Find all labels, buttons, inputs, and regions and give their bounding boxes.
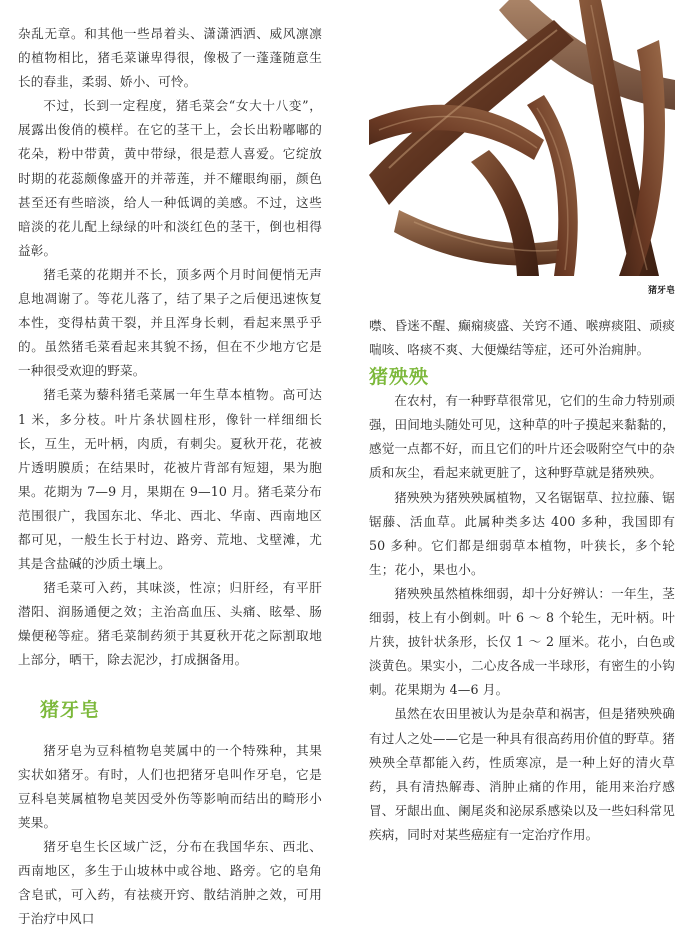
body-paragraph: 猪毛菜可入药，其味淡，性凉；归肝经，有平肝潜阳、润肠通便之效；主治高血压、头痛、眩晕、肠燥便秘等症。猪毛菜制药须于其夏秋开花之际割取地上部分，晒干，除去泥沙，打成捆备用。	[18, 580, 322, 668]
body-paragraph: 猪牙皂为豆科植物皂荚属中的一个特殊种，其果实状如猪牙。有时，人们也把猪牙皂叫作牙皂，它是豆科皂荚属植物皂荚因受外伤等影响而结出的畸形小荚果。	[18, 742, 322, 830]
body-paragraph: 杂乱无章。和其他一些昂着头、潇潇洒洒、威风凛凛的植物相比，猪毛菜谦卑得很，像极了一蓬蓬随意生长的春韭，柔弱、娇小、可怜。	[18, 26, 322, 90]
body-paragraph: 虽然在农田里被认为是杂草和祸害，但是猪殃殃确有过人之处——它是一种具有很高药用价值的野草。猪殃殃全草都能入药，性质寒凉，是一种上好的清火草药，具有清热解毒、消肿止痛的作用，能用来治疗感冒、牙龈出血、阑尾炎和泌尿系感染以及一些妇科常见疾病，同时对某些癌症有一定治疗作用。	[369, 706, 675, 842]
body-paragraph: 猪毛菜的花期并不长，顶多两个月时间便悄无声息地凋谢了。等花儿落了，结了果子之后便迅速恢复本性，变得枯黄干裂，并且浑身长刺，看起来黑乎乎的。虽然猪毛菜看起来其貌不扬，但在不少地方它是一种很受欢迎的野菜。	[18, 266, 322, 379]
body-paragraph: 在农村，有一种野草很常见，它们的生命力特别顽强，田间地头随处可见，这种草的叶子摸起来黏黏的，感觉一点都不好，而且它们的叶片还会吸附空气中的杂质和灰尘，看起来就更脏了，这种野草就是猪殃殃。	[369, 393, 675, 481]
zhuyazao-photo	[369, 0, 675, 276]
body-paragraph: 猪牙皂生长区域广泛，分布在我国华东、西北、西南地区，多生于山坡林中或谷地、路旁。它的皂角含皂甙，可入药，有祛痰开窍、散结消肿之效，可用于治疗中风口	[18, 838, 322, 927]
body-paragraph: 猪殃殃虽然植株细弱，却十分好辨认：一年生，茎细弱，枝上有小倒刺。叶 6 ～ 8 个轮生，无叶柄。叶片狭，披针状条形，长仅 1 ～ 2 厘米。花小，白色或淡黄色。果实小，二心皮各成一半球形，有密生的小钩刺。花果期为 4—6 月。	[369, 585, 675, 698]
left-column	[18, 22, 322, 931]
section-title-zhuyangyang: 猪殃殃	[369, 366, 430, 389]
body-paragraph: 猪毛菜为藜科猪毛菜属一年生草本植物。高可达 1 米，多分枝。叶片条状圆柱形，像针一样细细长长，互生，无叶柄，肉质，有刺尖。夏秋开花，花被片透明膜质；在结果时，花被片背部有短翅，果为胞果。花期为 7—9 月，果期在 9—10 月。猪毛菜分布范围很广，我国东北、华北、西北、华南、西南地区都可见，一般生长于村边、路旁、荒地、戈壁滩，尤其是含盐碱的沙质土壤上。	[18, 387, 322, 572]
section-title-zhuyazao: 猪牙皂	[40, 698, 101, 721]
body-paragraph: 猪殃殃为猪殃殃属植物，又名锯锯草、拉拉藤、锯锯藤、活血草。此属种类多达 400 多种，我国即有 50 多种。它们都是细弱草本植物，叶狭长，多个轮生；花小，果也小。	[369, 489, 675, 577]
photo-caption: 猪牙皂	[647, 286, 675, 296]
body-paragraph: 噤、昏迷不醒、癫痫痰盛、关窍不通、喉痹痰阻、顽痰喘咳、咯痰不爽、大便燥结等症，还可外治痈肿。	[369, 318, 675, 358]
right-column	[369, 314, 675, 847]
body-paragraph: 不过，长到一定程度，猪毛菜会“女大十八变”，展露出俊俏的模样。在它的茎干上，会长出粉嘟嘟的花朵，粉中带黄，黄中带绿，很是惹人喜爱。它绽放时期的花蕊颇像盛开的并蒂莲，并不耀眼绚丽，颜色甚至还有些暗淡，给人一种低调的美感。不过，这些暗淡的花儿配上绿绿的叶和淡红色的茎干，倒也相得益彰。	[18, 98, 322, 258]
